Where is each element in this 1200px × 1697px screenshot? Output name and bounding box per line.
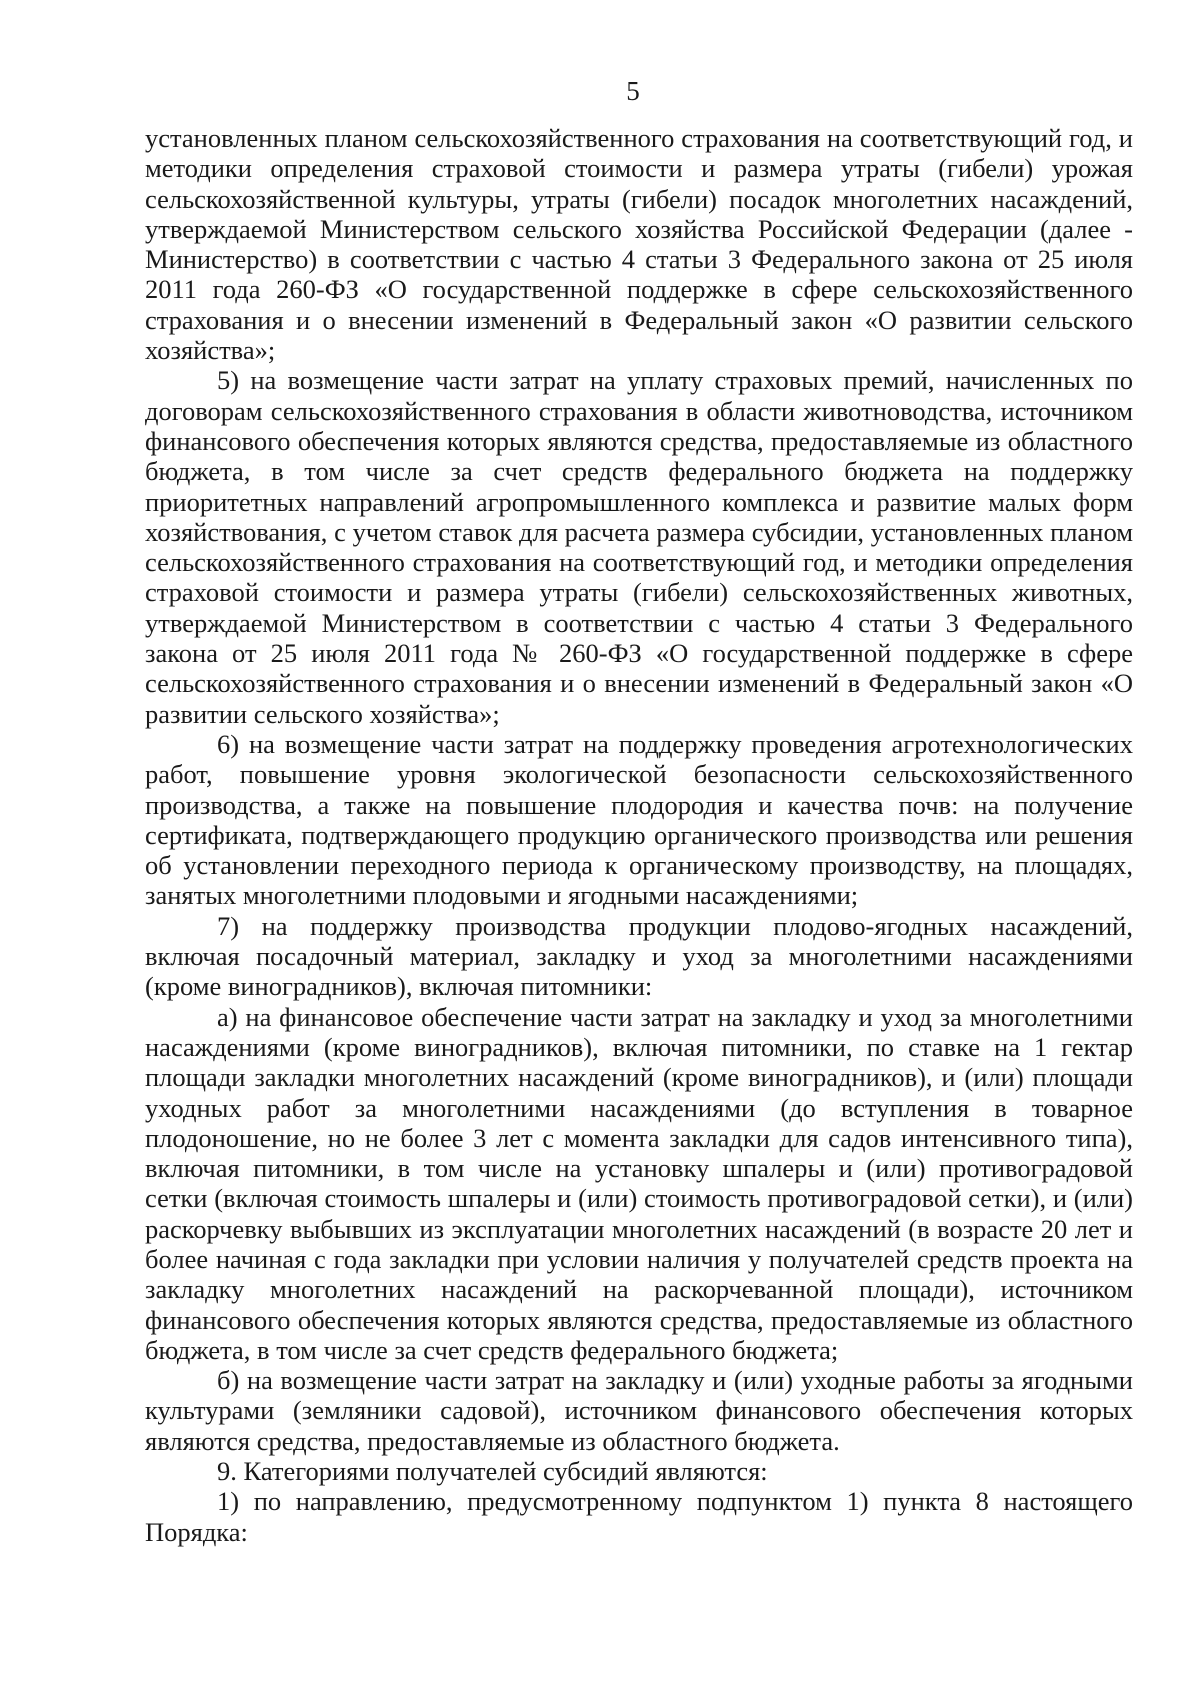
paragraph-section-9: 9. Категориями получателей субсидий являются: [217,1456,768,1487]
paragraph-item-7: 7) на поддержку производства продукции плодово-ягодных насаждений, включая посадочный материал, закладку и уход за многолетними насаждениями (кроме виноградников), включая питомники: [145,910,1133,1002]
paragraph-item-5: 5) на возмещение части затрат на уплату страховых премий, начисленных по договорам сельскохозяйственного страхования в области животноводства, источником финансового обеспечения которых являются средства, предоставляемые из областного бюджета, в том числе за счет средств федерального бюджета на поддержку приоритетных направлений агропромышленного комплекса и развитие малых форм хозяйствования, с учетом ставок для расчета размера субсидии, установленных планом сельскохозяйственного страхования на соответствующий год, и методики определения страховой стоимости и размера утраты (гибели) сельскохозяйственных животных, утверждаемой Министерством в соответствии с частью 4 статьи 3 Федерального закона от 25 июля 2011 года № 260-ФЗ «О государственной поддержке в сфере сельскохозяйственного страхования и о внесении изменений в Федеральный закон «О развитии сельского хозяйства»; [145,365,1133,729]
paragraph-item-6: 6) на возмещение части затрат на поддержку проведения агротехнологических работ, повышение уровня экологической безопасности сельскохозяйственного производства, а также на повышение плодородия и качества почв: на получение сертификата, подтверждающего продукцию органического производства или решения об установлении переходного периода к органическому производству, на площадях, занятых многолетними плодовыми и ягодными насаждениями; [145,728,1133,911]
paragraph-section-9-item-1: 1) по направлению, предусмотренному подпунктом 1) пункта 8 настоящего Порядка: [145,1486,1133,1547]
paragraph-continuation: установленных планом сельскохозяйственного страхования на соответствующий год, и методики определения страховой стоимости и размера утраты (гибели) урожая сельскохозяйственной культуры, утраты (гибели) посадок многолетних насаждений, утверждаемой Министерством сельского хозяйства Российской Федерации (далее - Министерство) в соответствии с частью 4 статьи 3 Федерального закона от 25 июля 2011 года 260-ФЗ «О государственной поддержке в сфере сельскохозяйственного страхования и о внесении изменений в Федеральный закон «О развитии сельского хозяйства»; [145,123,1133,366]
paragraph-item-7b: б) на возмещение части затрат на закладку и (или) уходные работы за ягодными культурами (земляники садовой), источником финансового обеспечения которых являются средства, предоставляемые из областного бюджета. [145,1365,1133,1456]
paragraph-item-7a: а) на финансовое обеспечение части затрат на закладку и уход за многолетними насаждениями (кроме виноградников), включая питомники, по ставке на 1 гектар площади закладки многолетних насаждений (кроме виноградников), и (или) площади уходных работ за многолетними насаждениями (до вступления в товарное плодоношение, но не более 3 лет с момента закладки для садов интенсивного типа), включая питомники, в том числе на установку шпалеры и (или) противоградовой сетки (включая стоимость шпалеры и (или) стоимость противоградовой сетки), и (или) раскорчевку выбывших из эксплуатации многолетних насаждений (в возрасте 20 лет и более начиная с года закладки при условии наличия у получателей средств проекта на закладку многолетних насаждений на раскорчеванной площади), источником финансового обеспечения которых являются средства, предоставляемые из областного бюджета, в том числе за счет средств федерального бюджета; [145,1001,1133,1365]
page-number: 5 [626,76,640,106]
document-body [145,123,1133,1547]
